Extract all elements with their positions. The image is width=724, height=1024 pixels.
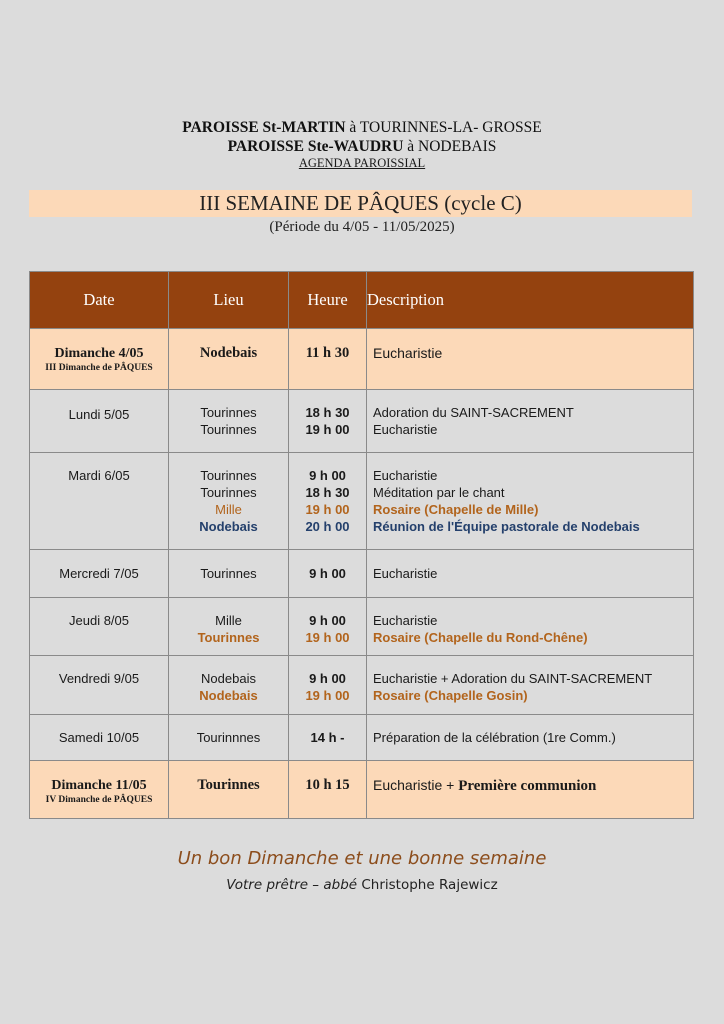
- table-row: [30, 390, 694, 453]
- place-cell: [169, 656, 289, 715]
- period-text: (Période du 4/05 - 11/05/2025): [269, 219, 455, 235]
- place-text: Nodebais: [201, 671, 256, 686]
- time-cell: [289, 453, 367, 550]
- description-cell: [367, 329, 694, 390]
- description-cell: [367, 715, 694, 761]
- place-text: Tourinnes: [200, 422, 257, 437]
- description-text: Eucharistie: [373, 613, 438, 628]
- description-text: Eucharistie: [373, 422, 438, 437]
- place-cell: [169, 390, 289, 453]
- place-text: Tourinnes: [197, 777, 260, 793]
- place-text: Tourinnes: [200, 405, 257, 420]
- description-text: Rosaire (Chapelle Gosin): [373, 688, 528, 703]
- time-cell: [289, 656, 367, 715]
- date-text: Mardi 6/05: [68, 468, 130, 483]
- description-cell: [367, 761, 694, 819]
- place-cell: [169, 329, 289, 390]
- place-text: Nodebais: [199, 688, 258, 703]
- column-header-time: Heure: [289, 272, 367, 329]
- place-text: Tourinnnes: [196, 730, 261, 745]
- description-text: Adoration du SAINT-SACREMENT: [373, 405, 574, 420]
- place-cell: [169, 453, 289, 550]
- date-text: Dimanche 11/05: [51, 778, 147, 793]
- place-text: Mille: [215, 502, 242, 517]
- parish-location-1: à TOURINNES-LA- GROSSE: [345, 119, 542, 136]
- place-text: Nodebais: [199, 519, 258, 534]
- column-header-place: Lieu: [169, 272, 289, 329]
- description-text: Rosaire (Chapelle du Rond-Chêne): [373, 630, 588, 645]
- description-text: Rosaire (Chapelle de Mille): [373, 502, 539, 517]
- description-cell: [367, 453, 694, 550]
- time-cell: [289, 390, 367, 453]
- agenda-table: [29, 271, 694, 819]
- time-text: 20 h 00: [305, 519, 350, 534]
- place-text: Nodebais: [199, 345, 258, 361]
- signature: [0, 877, 724, 893]
- description-cell: [367, 550, 694, 598]
- time-cell: [289, 761, 367, 819]
- time-text: 9 h 00: [309, 468, 346, 483]
- date-cell: [30, 550, 169, 598]
- description-cell: [367, 598, 694, 656]
- parish-line-2: [0, 137, 724, 156]
- date-text: Vendredi 9/05: [58, 671, 140, 686]
- table-row: [30, 715, 694, 761]
- time-text: 9 h 00: [309, 671, 346, 686]
- place-text: Mille: [215, 613, 242, 628]
- date-cell: [30, 656, 169, 715]
- column-header-date: Date: [30, 272, 169, 329]
- parish-name-2: PAROISSE Ste-WAUDRU: [227, 138, 404, 155]
- week-title: III SEMAINE DE PÂQUES (cycle C): [29, 190, 692, 217]
- date-text: Mercredi 7/05: [59, 566, 139, 581]
- date-text: Samedi 10/05: [58, 730, 140, 745]
- time-text: 14 h -: [310, 730, 345, 745]
- place-cell: [169, 598, 289, 656]
- parish-name-1: PAROISSE St-MARTIN: [182, 119, 346, 136]
- time-text: 19 h 00: [305, 630, 350, 645]
- time-cell: [289, 715, 367, 761]
- place-cell: [169, 761, 289, 819]
- signature-name: Christophe Rajewicz: [357, 877, 498, 893]
- description-cell: [367, 656, 694, 715]
- parish-location-2: à NODEBAIS: [403, 138, 497, 155]
- place-text: Tourinnes: [200, 468, 257, 483]
- table-row: [30, 550, 694, 598]
- time-text: 10 h 15: [305, 777, 350, 793]
- date-cell: [30, 329, 169, 390]
- description-text: Préparation de la célébration (1re Comm.): [373, 730, 616, 745]
- table-row: [30, 598, 694, 656]
- time-cell: [289, 598, 367, 656]
- date-text: Dimanche 4/05: [54, 346, 144, 361]
- date-cell: [30, 715, 169, 761]
- description-text: [373, 777, 693, 795]
- table-row: [30, 761, 694, 819]
- description-text: Réunion de l'Équipe pastorale de Nodebais: [373, 519, 640, 534]
- time-cell: [289, 329, 367, 390]
- description-text: Méditation par le chant: [373, 485, 505, 500]
- time-text: 11 h 30: [305, 345, 350, 361]
- liturgical-day: IV Dimanche de PÂQUES: [45, 795, 153, 805]
- table-row: [30, 656, 694, 715]
- time-text: 9 h 00: [309, 566, 346, 581]
- place-cell: [169, 550, 289, 598]
- description-text: Eucharistie: [373, 345, 443, 361]
- description-cell: [367, 390, 694, 453]
- parish-header: [0, 118, 724, 171]
- date-cell: [30, 453, 169, 550]
- liturgical-day: III Dimanche de PÂQUES: [45, 363, 153, 373]
- closing-wish: Un bon Dimanche et une bonne semaine: [177, 848, 547, 869]
- parish-line-1: [0, 118, 724, 137]
- table-row: [30, 453, 694, 550]
- date-text: Lundi 5/05: [68, 407, 130, 422]
- agenda-label: AGENDA PAROISSIAL: [298, 156, 426, 170]
- time-text: 19 h 00: [305, 502, 350, 517]
- table-row: [30, 329, 694, 390]
- time-text: 18 h 30: [305, 485, 350, 500]
- signature-role: Votre prêtre – abbé: [226, 877, 358, 893]
- time-cell: [289, 550, 367, 598]
- place-text: Tourinnes: [200, 485, 257, 500]
- place-text: Tourinnes: [197, 630, 260, 645]
- time-text: 19 h 00: [305, 688, 350, 703]
- date-cell: [30, 761, 169, 819]
- description-text: Eucharistie + Adoration du SAINT-SACREMENT: [373, 671, 653, 686]
- first-communion-label: Première communion: [458, 778, 597, 794]
- description-part: Eucharistie +: [373, 777, 459, 793]
- time-text: 9 h 00: [309, 613, 346, 628]
- description-text: Eucharistie: [373, 566, 438, 581]
- place-cell: [169, 715, 289, 761]
- date-cell: [30, 390, 169, 453]
- date-cell: [30, 598, 169, 656]
- date-text: Jeudi 8/05: [69, 613, 129, 628]
- time-text: 18 h 30: [305, 405, 350, 420]
- time-text: 19 h 00: [305, 422, 350, 437]
- place-text: Tourinnes: [200, 566, 257, 581]
- column-header-description: Description: [367, 272, 694, 329]
- table-header-row: [30, 272, 694, 329]
- description-text: Eucharistie: [373, 468, 438, 483]
